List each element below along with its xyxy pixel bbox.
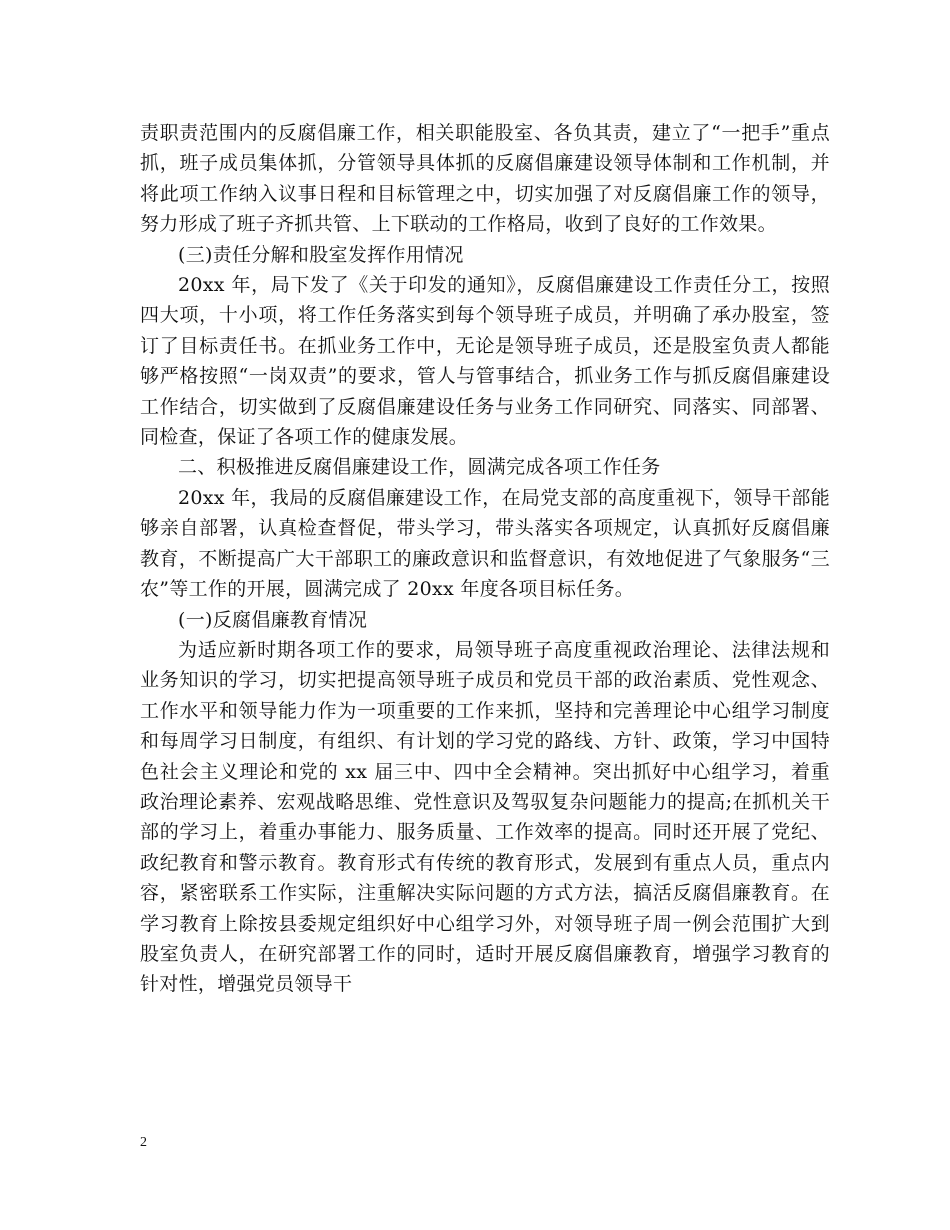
- page-number: 2: [140, 1135, 147, 1150]
- section-heading-responsibility: (三)责任分解和股室发挥作用情况: [178, 243, 464, 266]
- paragraph-continuation: 责职责范围内的反腐倡廉工作，相关职能股室、各负其责，建立了“一把手”重点抓，班子成员集体抓，分管领导具体抓的反腐倡廉建设领导体制和工作机制，并将此项工作纳入议事日程和目标管理之中，切实加强了对反腐倡廉工作的领导，努力形成了班子齐抓共管、上下联动的工作格局，收到了良好的工作效果。: [140, 122, 830, 236]
- paragraph-education: 为适应新时期各项工作的要求，局领导班子高度重视政治理论、法律法规和业务知识的学习，切实把提高领导班子成员和党员干部的政治素质、党性观念、工作水平和领导能力作为一项重要的工作来抓，坚持和完善理论中心组学习制度和每周学习日制度，有组织、有计划的学习党的路线、方针、政策，学习中国特色社会主义理论和党的 xx 届三中、四中全会精神。突出抓好中心组学习，着重政治理论素养、宏观战略思维、党性意识及驾驭复杂问题能力的提高;在抓机关干部的学习上，着重办事能力、服务质量、工作效率的提高。同时还开展了党纪、政纪教育和警示教育。教育形式有传统的教育形式，发展到有重点人员，重点内容，紧密联系工作实际，注重解决实际问题的方式方法，搞活反腐倡廉教育。在学习教育上除按县委规定组织好中心组学习外，对领导班子周一例会范围扩大到股室负责人，在研究部署工作的同时，适时开展反腐倡廉教育，增强学习教育的针对性，增强党员领导干: [140, 638, 830, 996]
- paragraph-promotion: 20xx 年，我局的反腐倡廉建设工作，在局党支部的高度重视下，领导干部能够亲自部署，认真检查督促，带头学习，带头落实各项规定，认真抓好反腐倡廉教育，不断提高广大干部职工的廉政意识和监督意识，有效地促进了气象服务“三农”等工作的开展，圆满完成了 20xx 年度各项目标任务。: [140, 486, 830, 601]
- section-heading-education: (一)反腐倡廉教育情况: [178, 608, 368, 631]
- document-body: [140, 118, 830, 1000]
- section-heading-promotion: 二、积极推进反腐倡廉建设工作，圆满完成各项工作任务: [178, 456, 661, 479]
- paragraph-responsibility: 20xx 年，局下发了《关于印发的通知》，反腐倡廉建设工作责任分工，按照四大项，十小项，将工作任务落实到每个领导班子成员，并明确了承办股室，签订了目标责任书。在抓业务工作中，无论是领导班子成员，还是股室负责人都能够严格按照“一岗双责”的要求，管人与管事结合，抓业务工作与抓反腐倡廉建设工作结合，切实做到了反腐倡廉建设任务与业务工作同研究、同落实、同部署、同检查，保证了各项工作的健康发展。: [140, 274, 830, 449]
